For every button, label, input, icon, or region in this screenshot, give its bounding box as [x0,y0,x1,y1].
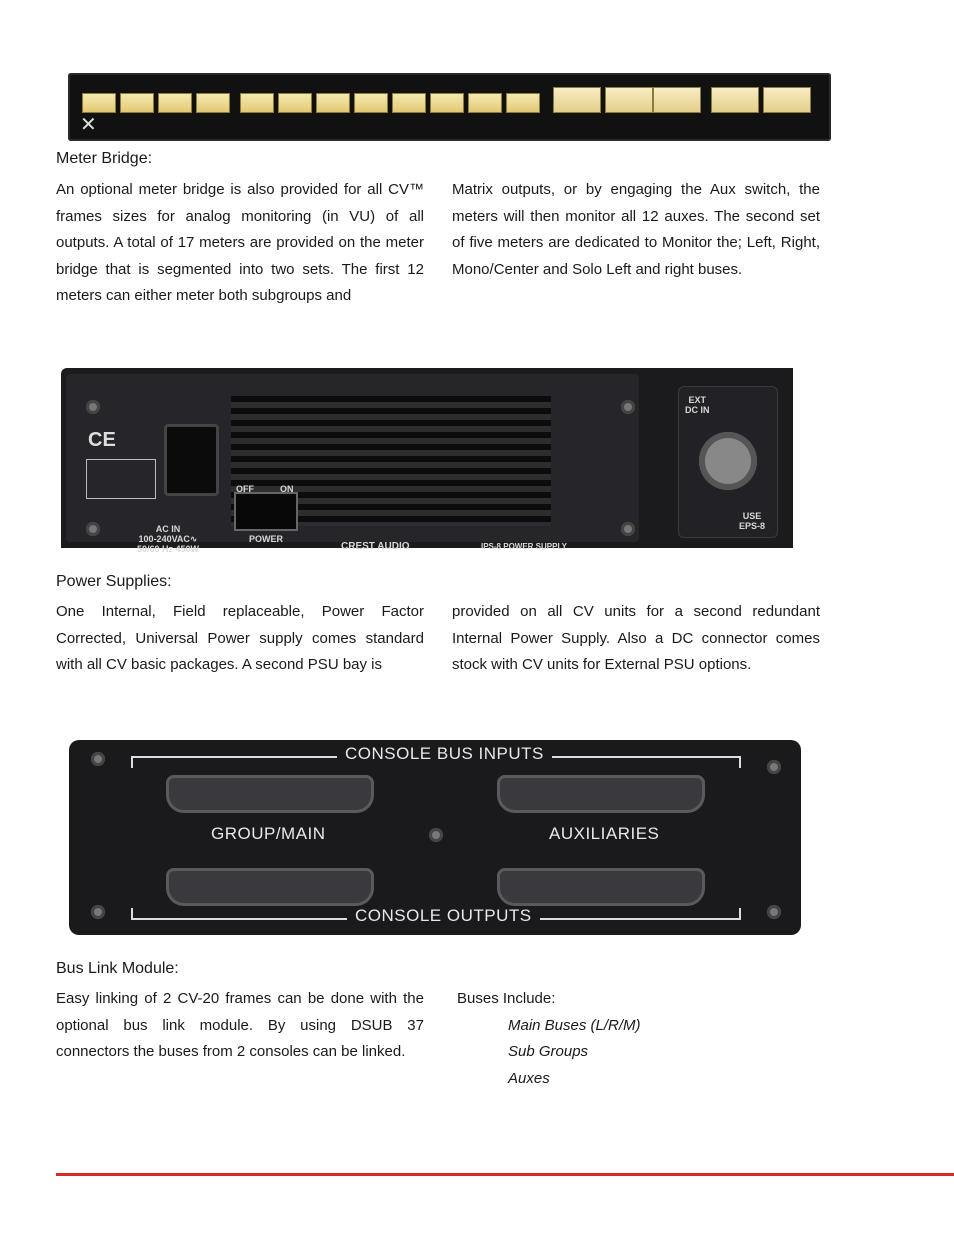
dc-connector [699,432,757,490]
paragraph: Matrix outputs, or by engaging the Aux switch, the meters will then monitor all 12 auxes. The second set of five meters are dedicated to Monitor the; Left, Right, Mono/Center and Solo Left and right buses. [452,181,820,278]
screw [767,905,781,919]
ul-mark-icon [86,459,156,499]
screw [91,752,105,766]
vu-meter [653,87,701,113]
vu-meter [553,87,601,113]
vu-meter [763,87,811,113]
vu-meter [278,93,312,113]
power-supply-photo [61,368,793,554]
ext-dc-in-label: EXT DC IN [685,395,710,415]
on-label: ON [280,484,294,494]
screw [767,760,781,774]
model-label: IPS-8 POWER SUPPLY [481,542,567,551]
screw [621,400,635,414]
power-supplies-heading: Power Supplies: [56,573,172,590]
vu-meter [196,93,230,113]
screw [86,400,100,414]
meter-bridge-text-left [56,177,424,310]
vu-meter [82,93,116,113]
console-outputs-label: CONSOLE OUTPUTS [347,906,540,926]
psu-main-panel [66,374,639,554]
bus-link-photo [69,740,801,935]
vu-meter [430,93,464,113]
vu-meter [354,93,388,113]
dsub-connector [166,775,374,813]
power-supplies-text-left [56,599,424,679]
paragraph: Easy linking of 2 CV-20 frames can be done with the optional bus link module. By using DSUB 37 connectors the buses from 2 consoles can be linked. [56,990,424,1060]
dsub-connector [166,868,374,906]
console-bus-inputs-label: CONSOLE BUS INPUTS [337,744,552,764]
dsub-connector [497,868,705,906]
bus-item: Main Buses (L/R/M) [508,1017,641,1034]
bus-link-text-left [56,986,424,1066]
ac-inlet [164,424,219,496]
meter-bridge-text-right [452,177,820,283]
ext-dc-panel [678,386,778,538]
group-main-label: GROUP/MAIN [211,824,326,843]
vu-meter [120,93,154,113]
footer-rule [56,1173,954,1176]
vu-meter [711,87,759,113]
meter-bridge-photo [68,73,831,141]
power-supplies-text-right [452,599,820,679]
vu-meter [158,93,192,113]
screw [86,522,100,536]
brand-label: CREST AUDIO [341,541,410,552]
power-switch [234,492,298,531]
auxiliaries-label: AUXILIARIES [549,824,660,843]
bus-item: Sub Groups [508,1043,589,1060]
use-eps-label: USE EPS-8 [739,511,766,531]
bus-item: Auxes [508,1070,550,1087]
meter-bridge-heading: Meter Bridge: [56,150,153,167]
vu-meter [240,93,274,113]
buses-include-label: Buses Include: [457,990,556,1007]
vu-meter [316,93,350,113]
off-label: OFF [236,484,254,494]
vu-meter [392,93,426,113]
dsub-connector [497,775,705,813]
screw [621,522,635,536]
crest-logo-icon: ✕ [80,114,97,136]
paragraph: One Internal, Field replaceable, Power Factor Corrected, Universal Power supply comes standard with all CV basic packages. A second PSU bay is [56,603,424,673]
screw [429,828,443,842]
screw [91,905,105,919]
ac-in-label: AC IN 100-240VAC∿ 50/60 Hz 450W [136,524,200,554]
vu-meter [506,93,540,113]
ce-mark-icon: CE [88,429,116,451]
vu-meter [605,87,653,113]
power-label: POWER [249,534,284,544]
vu-meter [468,93,502,113]
bus-link-heading: Bus Link Module: [56,960,179,977]
paragraph: An optional meter bridge is also provided for all CV™ frames sizes for analog monitoring (in VU) of all outputs. A total of 17 meters are provided on the meter bridge that is segmented into two sets. The first 12 meters can either meter both subgroups and [56,181,424,304]
paragraph: provided on all CV units for a second redundant Internal Power Supply. Also a DC connector comes stock with CV units for External PSU options. [452,603,820,673]
